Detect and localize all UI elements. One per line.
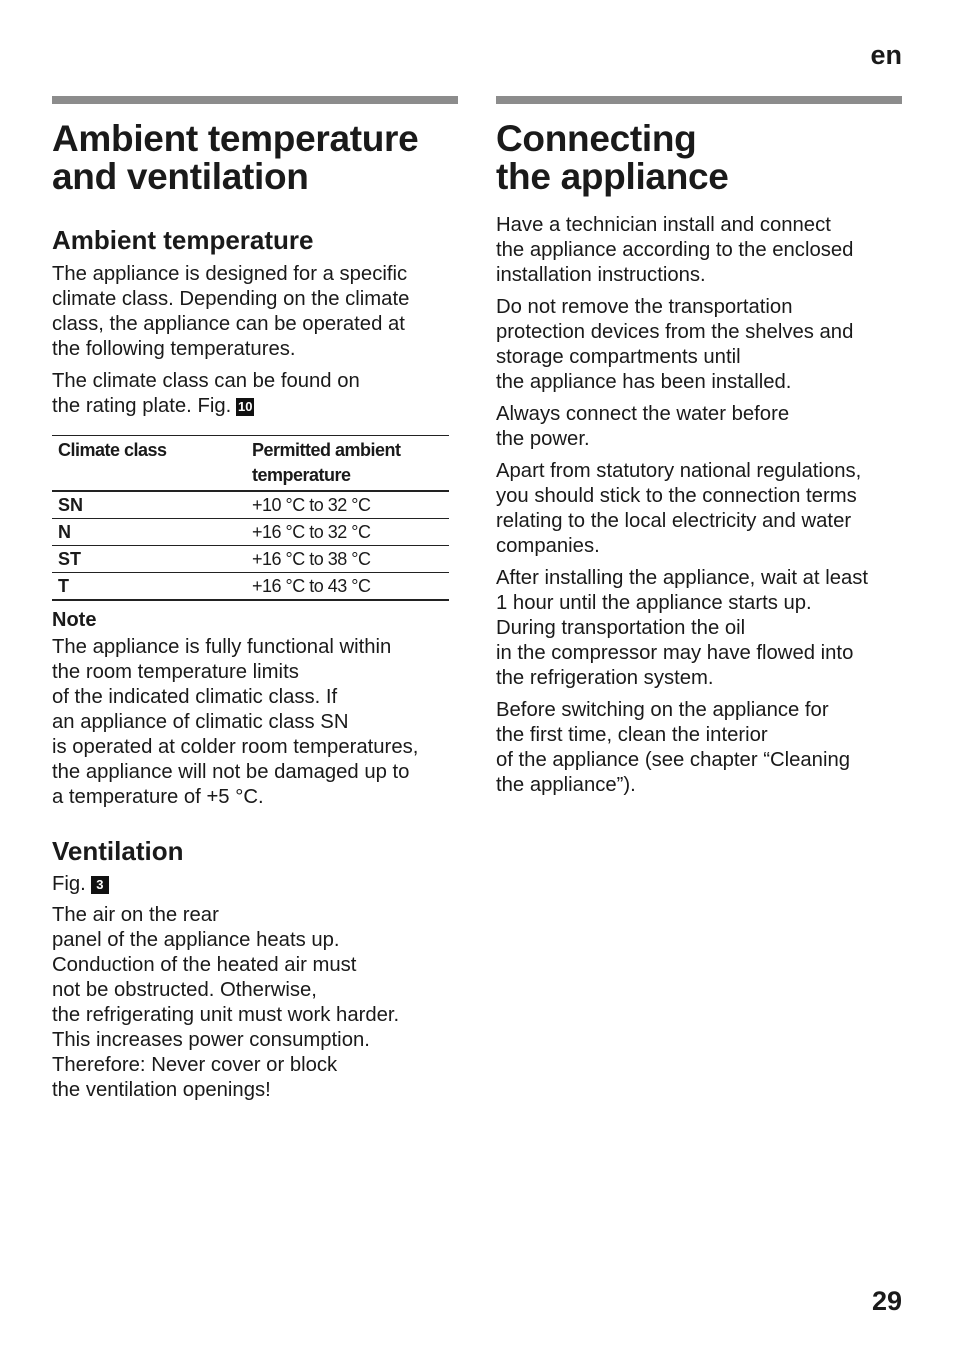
section-title-ambient-ventilation: Ambient temperature and ventilation <box>52 118 419 197</box>
climate-class-cell: SN <box>52 491 246 519</box>
section-rule <box>496 96 902 104</box>
table-row <box>52 573 449 601</box>
right-column <box>496 96 902 798</box>
connecting-paragraph-6: Before switching on the appliance for the first time, clean the interior of the appliance (see chapter “Cleaning the appliance”). <box>496 699 851 796</box>
table-row <box>52 546 449 573</box>
climate-class-cell: ST <box>52 546 246 573</box>
climate-class-cell: T <box>52 573 246 601</box>
table-header-permitted-temperature: Permitted ambient temperature <box>246 436 449 492</box>
table-row <box>52 519 449 546</box>
figure-reference-badge: 10 <box>238 399 253 414</box>
figure-label: Fig. <box>52 873 86 895</box>
temperature-range-cell: +16 °C to 38 °C <box>246 546 449 573</box>
table-header-row <box>52 436 449 492</box>
ventilation-figure-reference <box>52 872 458 897</box>
left-column <box>52 96 458 1103</box>
connecting-paragraph-3: Always connect the water before the power. <box>496 403 790 450</box>
temperature-range-cell: +10 °C to 32 °C <box>246 491 449 519</box>
climate-class-table <box>52 435 449 601</box>
subheading-ambient-temperature: Ambient temperature <box>52 225 314 255</box>
table-header-climate-class: Climate class <box>52 436 246 492</box>
note-body: The appliance is fully functional within the room temperature limits of the indicated climatic class. If an appliance of climatic class SN is operated at colder room temperatures, the appliance will not be damaged up to a temperature of +5 °C. <box>52 636 419 808</box>
page-number: 29 <box>871 1286 902 1316</box>
connecting-paragraph-4: Apart from statutory national regulations, you should stick to the connection terms relating to the local electricity and water companies. <box>496 460 862 557</box>
language-code: en <box>870 40 902 70</box>
connecting-paragraph-5: After installing the appliance, wait at least 1 hour until the appliance starts up. During transportation the oil in the compressor may have flowed into the refrigeration system. <box>496 567 869 689</box>
connecting-paragraph-2: Do not remove the transportation protection devices from the shelves and storage compartments until the appliance has been installed. <box>496 296 854 393</box>
table-row <box>52 491 449 519</box>
temperature-range-cell: +16 °C to 32 °C <box>246 519 449 546</box>
section-rule <box>52 96 458 104</box>
note-heading: Note <box>52 609 97 631</box>
ambient-paragraph-1: The appliance is designed for a specific climate class. Depending on the climate class, the appliance can be operated at the following temperatures. <box>52 263 410 360</box>
temperature-range-cell: +16 °C to 43 °C <box>246 573 449 601</box>
climate-class-cell: N <box>52 519 246 546</box>
section-title-connecting: Connecting the appliance <box>496 118 729 197</box>
figure-reference-badge: 3 <box>91 876 109 894</box>
ambient-paragraph-2 <box>52 369 458 419</box>
ambient-paragraph-2-text: The climate class can be found on the rating plate. Fig. <box>52 370 360 417</box>
connecting-paragraph-1: Have a technician install and connect the appliance according to the enclosed installation instructions. <box>496 214 854 286</box>
subheading-ventilation: Ventilation <box>52 836 184 866</box>
ventilation-paragraph: The air on the rear panel of the appliance heats up. Conduction of the heated air must not be obstructed. Otherwise, the refrigerating unit must work harder. This increases power consumption. Therefore: Never cover or block the ventilation openings! <box>52 904 400 1101</box>
